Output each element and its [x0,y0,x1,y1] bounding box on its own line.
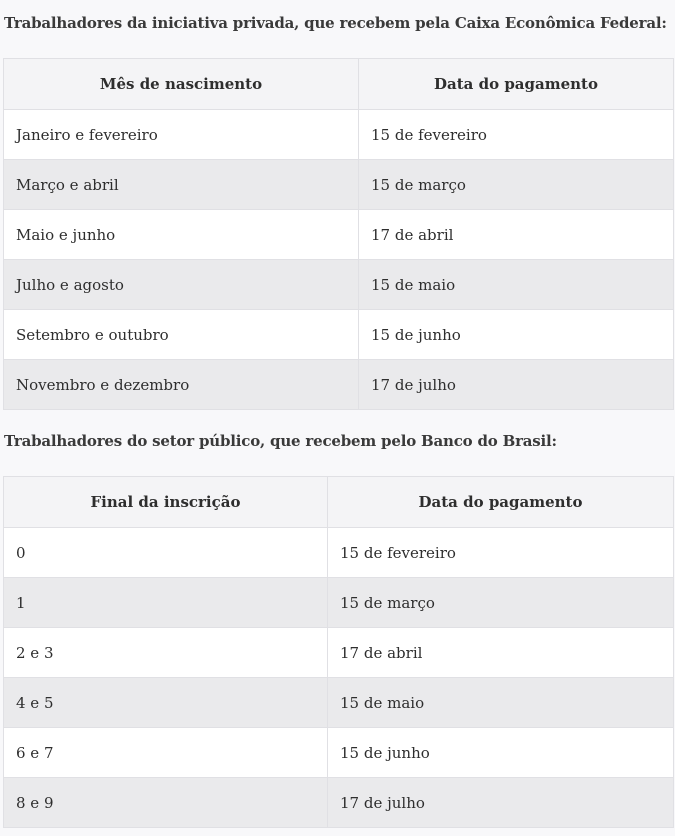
table-row [4,260,674,310]
birth-month-cell: Janeiro e fevereiro [4,110,359,160]
registration-final-cell: 1 [4,578,328,628]
registration-final-cell: 6 e 7 [4,728,328,778]
birth-month-cell: Setembro e outubro [4,310,359,360]
payment-date-cell: 15 de maio [359,260,674,310]
registration-final-cell: 0 [4,528,328,578]
table-header-row [4,477,674,528]
payment-date-cell: 17 de abril [359,210,674,260]
payment-date-cell: 15 de junho [328,728,674,778]
payment-date-cell: 15 de junho [359,310,674,360]
table-row [4,210,674,260]
payment-date-cell: 15 de maio [328,678,674,728]
birth-month-cell: Maio e junho [4,210,359,260]
payment-date-cell: 15 de março [328,578,674,628]
public-sector-payment-table [3,476,674,828]
payment-date-cell: 15 de fevereiro [328,528,674,578]
table-row [4,728,674,778]
table-row [4,628,674,678]
registration-final-cell: 2 e 3 [4,628,328,678]
birth-month-cell: Julho e agosto [4,260,359,310]
column-header-registration-final: Final da inscrição [4,477,328,528]
table-row [4,310,674,360]
table-row [4,678,674,728]
payment-date-cell: 17 de julho [328,778,674,828]
column-header-birth-month: Mês de nascimento [4,59,359,110]
registration-final-cell: 4 e 5 [4,678,328,728]
table-row [4,110,674,160]
payment-date-cell: 17 de julho [359,360,674,410]
birth-month-cell: Março e abril [4,160,359,210]
column-header-payment-date: Data do pagamento [328,477,674,528]
payment-date-cell: 17 de abril [328,628,674,678]
private-sector-payment-table [3,58,674,410]
table-header-row [4,59,674,110]
table-row [4,360,674,410]
private-sector-heading: Trabalhadores da iniciativa privada, que recebem pela Caixa Econômica Federal: [4,14,667,32]
registration-final-cell: 8 e 9 [4,778,328,828]
table-row [4,578,674,628]
public-sector-heading: Trabalhadores do setor público, que recebem pelo Banco do Brasil: [4,432,557,450]
table-row [4,528,674,578]
birth-month-cell: Novembro e dezembro [4,360,359,410]
payment-date-cell: 15 de fevereiro [359,110,674,160]
table-row [4,778,674,828]
column-header-payment-date: Data do pagamento [359,59,674,110]
table-row [4,160,674,210]
payment-date-cell: 15 de março [359,160,674,210]
